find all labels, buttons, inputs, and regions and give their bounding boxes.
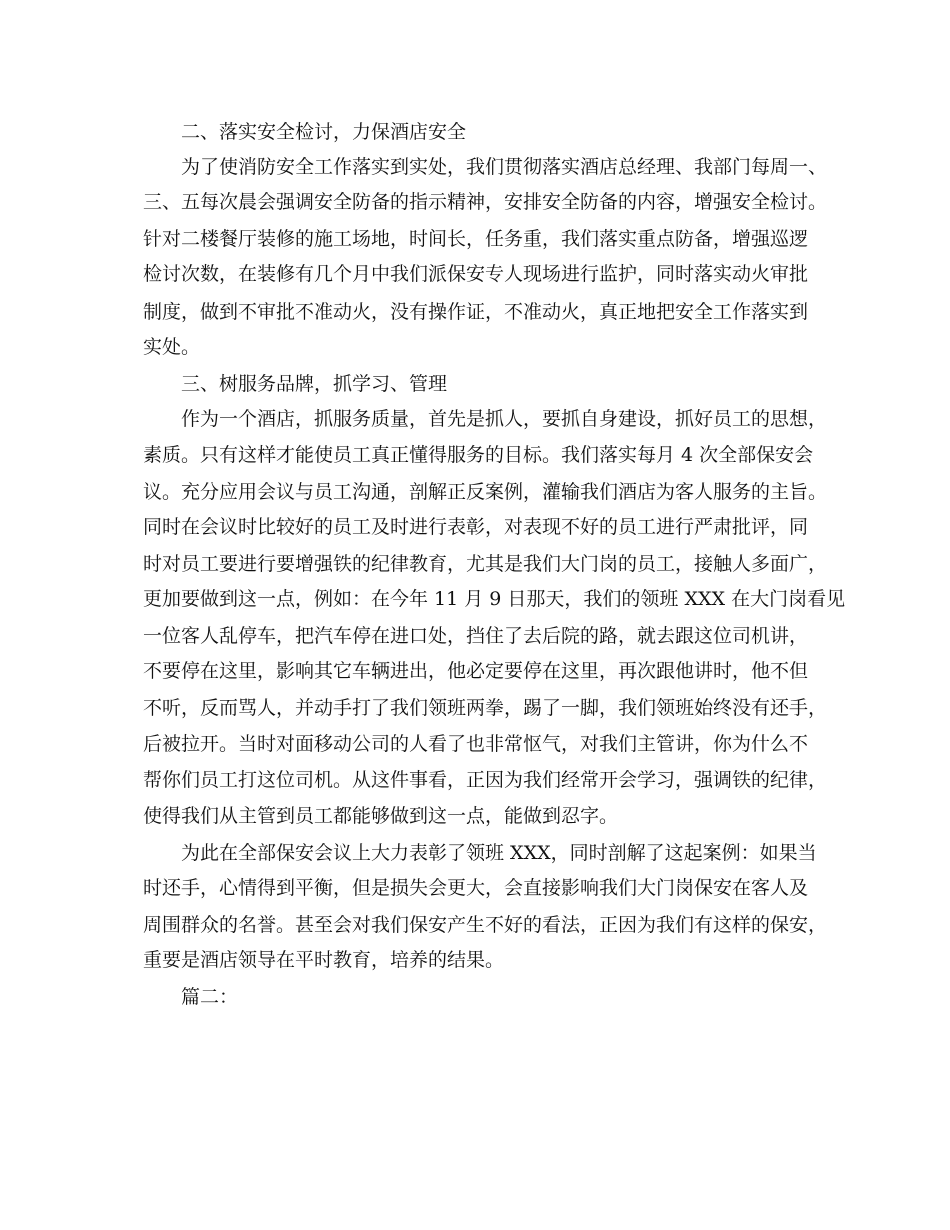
paragraph-line: 为了使消防安全工作落实到实处，我们贯彻落实酒店总经理、我部门每周一、 <box>181 156 828 178</box>
paragraph-line: 素质。只有这样才能使员工真正懂得服务的目标。我们落实每月 4 次全部保安会 <box>143 444 814 466</box>
paragraph-line: 三、五每次晨会强调安全防备的指示精神，安排安全防备的内容，增强安全检讨。 <box>143 191 828 213</box>
paragraph-line: 时还手，心情得到平衡，但是损失会更大，会直接影响我们大门岗保安在客人及 <box>143 877 809 899</box>
paragraph-line: 使得我们从主管到员工都能够做到这一点，能做到忍字。 <box>143 805 619 827</box>
section-2-heading: 二、落实安全检讨，力保酒店安全 <box>181 121 467 143</box>
paragraph-line: 作为一个酒店，抓服务质量，首先是抓人，要抓自身建设，抓好员工的思想， <box>181 408 828 430</box>
paragraph-line: 实处。 <box>143 336 201 358</box>
paragraph-line: 为此在全部保安会议上大力表彰了领班 XXX，同时剖解了这起案例：如果当 <box>181 842 817 864</box>
paragraph-line: 不听，反而骂人，并动手打了我们领班两拳，踢了一脚，我们领班始终没有还手， <box>143 697 828 719</box>
paragraph-line: 更加要做到这一点，例如：在今年 11 月 9 日那天，我们的领班 XXX 在大门岗看见 <box>143 588 846 610</box>
paragraph-line: 制度，做到不审批不准动火，没有操作证，不准动火，真正地把安全工作落实到 <box>143 301 809 323</box>
paragraph-line: 一位客人乱停车，把汽车停在进口处，挡住了去后院的路，就去跟这位司机讲， <box>143 625 809 647</box>
section-3-heading: 三、树服务品牌，抓学习、管理 <box>181 373 448 395</box>
paragraph-line: 针对二楼餐厅装修的施工场地，时间长，任务重，我们落实重点防备，增强巡逻 <box>143 228 809 250</box>
closing-label: 篇二： <box>181 986 239 1008</box>
paragraph-line: 重要是酒店领导在平时教育，培养的结果。 <box>143 949 505 971</box>
paragraph-line: 检讨次数，在装修有几个月中我们派保安专人现场进行监护，同时落实动火审批 <box>143 263 809 285</box>
paragraph-line: 时对员工要进行要增强铁的纪律教育，尤其是我们大门岗的员工，接触人多面广， <box>143 553 828 575</box>
paragraph-line: 周围群众的名誉。甚至会对我们保安产生不好的看法，正因为我们有这样的保安， <box>143 914 828 936</box>
paragraph-line: 议。充分应用会议与员工沟通，剖解正反案例，灌输我们酒店为客人服务的主旨。 <box>143 481 828 503</box>
paragraph-line: 后被拉开。当时对面移动公司的人看了也非常怄气，对我们主管讲，你为什么不 <box>143 733 809 755</box>
paragraph-line: 不要停在这里，影响其它车辆进出，他必定要停在这里，再次跟他讲时，他不但 <box>143 660 809 682</box>
paragraph-line: 同时在会议时比较好的员工及时进行表彰，对表现不好的员工进行严肃批评，同 <box>143 516 809 538</box>
paragraph-line: 帮你们员工打这位司机。从这件事看，正因为我们经常开会学习，强调铁的纪律， <box>143 769 828 791</box>
